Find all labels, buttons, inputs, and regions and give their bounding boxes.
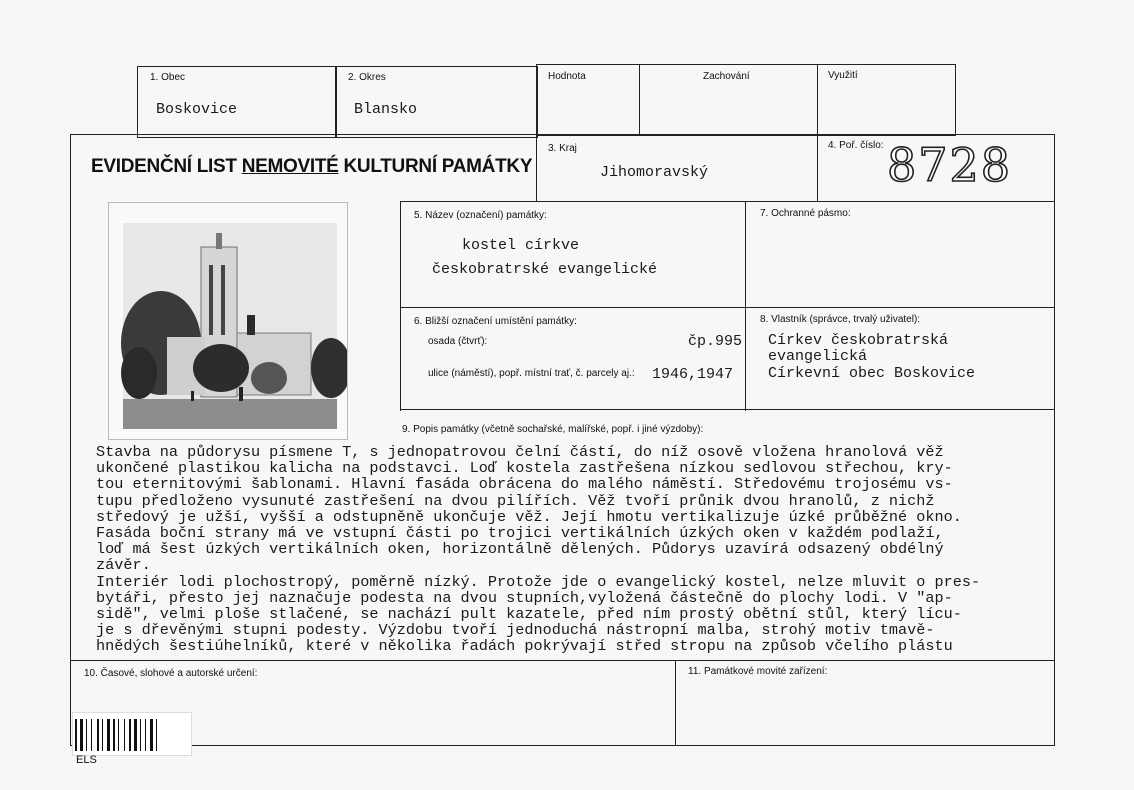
description-line: tupu předloženo vysunuté zastřešení na dvou pilířích. Věž tvoří průnik dvou hranolů, z nichž <box>96 491 935 510</box>
zachovani-label: Zachování <box>703 71 750 82</box>
title-part1: EVIDENČNÍ LIST <box>91 156 242 177</box>
church-photo <box>108 202 348 440</box>
por-cislo-value: 8728 <box>887 138 1013 192</box>
description-line: Fasáda boční strany má ve vstupní části po trojici vertikálních úzkých oken v každém podlaží, <box>96 524 944 543</box>
divider <box>817 134 818 202</box>
divider <box>400 409 1055 410</box>
hodnota-label: Hodnota <box>548 71 586 82</box>
okres-value: Blansko <box>354 101 418 118</box>
kraj-label: 3. Kraj <box>548 143 577 154</box>
vlastnik-line3: Církevní obec Boskovice <box>768 365 976 382</box>
divider <box>536 134 537 202</box>
ulice-value: 1946,1947 <box>652 366 734 383</box>
ochranne-pasmo-label: 7. Ochranné pásmo: <box>760 208 851 219</box>
osada-label: osada (čtvrť): <box>428 336 488 347</box>
description-line: tou eternitovými šablonami. Hlavní fasáda obrácena do malého náměstí. Středovému trojosému vs- <box>96 475 953 494</box>
description-line: středový je užší, vyšší a odstupněně ukončuje věž. Její hmotu vertikalizuje úzké průběžné okno. <box>96 507 962 526</box>
vyuziti-label: Využití <box>828 70 858 81</box>
description-line: Stavba na půdorysu písmene T, s jednopatrovou čelní částí, do níž osově vložena hranolová věž <box>96 443 944 461</box>
title-part2: KULTURNÍ PAMÁTKY <box>338 156 533 177</box>
description-line: hnědých šestiúhelníků, které v několika řadách pokrývají střed stropu na způsob včelího plástu <box>96 637 953 656</box>
vlastnik-line1: Církev českobratrská <box>768 332 949 349</box>
description-line: závěr. <box>96 556 151 575</box>
footer-code: ELS <box>76 754 97 766</box>
divider <box>817 64 818 136</box>
obec-label: 1. Obec <box>150 72 186 83</box>
title-underlined: NEMOVITÉ <box>241 156 339 177</box>
divider <box>70 660 1055 661</box>
description-line: loď má šest úzkých vertikálních oken, horizontálně dělených. Půdorys uzavírá odsazený obdélný <box>96 540 944 559</box>
barcode <box>72 712 192 756</box>
nazev-line1: kostel církve <box>462 237 580 254</box>
barcode-icon <box>73 713 191 755</box>
umisteni-label: 6. Bližší označení umístění památky: <box>414 316 577 327</box>
vlastnik-line2: evangelická <box>768 348 868 365</box>
kraj-value: Jihomoravský <box>600 164 709 181</box>
vlastnik-label: 8. Vlastník (správce, trvalý uživatel): <box>760 314 921 325</box>
divider <box>675 660 676 746</box>
description-line: je s dřevěnými stupni podesty. Výzdobu tvoří jednoduchá nástropní malba, strohý motiv tmavě- <box>96 621 935 640</box>
church-photo-icon <box>109 203 347 439</box>
casove-label: 10. Časové, slohové a autorské určení: <box>84 668 258 679</box>
movite-label: 11. Památkové movité zařízení: <box>688 666 828 677</box>
divider <box>745 201 746 411</box>
divider <box>400 201 401 411</box>
obec-value: Boskovice <box>156 101 238 118</box>
description-line: Interiér lodi plochostropý, poměrně nízký. Protože jde o evangelický kostel, nelze mluvit o pres- <box>96 572 981 591</box>
okres-label: 2. Okres <box>348 72 386 83</box>
osada-value: čp.995 <box>688 333 743 350</box>
divider <box>639 64 640 136</box>
page-title <box>91 156 532 178</box>
description-line: bytáři, přesto jej naznačuje podesta na dvou stupních,vyložená částečně do plochy lodi. V "ap- <box>96 588 953 607</box>
nazev-line2: českobratrské evangelické <box>432 261 658 278</box>
popis-label: 9. Popis památky (včetně sochařské, malířské, popř. i jiné výzdoby): <box>402 424 704 435</box>
ulice-label: ulice (náměstí), popř. místní trať, č. parcely aj.: <box>428 368 635 379</box>
description-text <box>96 444 1036 655</box>
nazev-label: 5. Název (označení) památky: <box>414 210 547 221</box>
description-line: ukončené plastikou kalicha na podstavci. Loď kostela zastřešena nízkou sedlovou střechou, kry- <box>96 459 953 478</box>
divider <box>400 307 1055 308</box>
description-line: sidě", velmi ploše stlačené, se nachází pult kazatele, před ním prostý obětní stůl, který lícu- <box>96 605 962 624</box>
divider <box>400 201 1055 202</box>
por-cislo-label: 4. Poř. číslo: <box>828 140 884 151</box>
